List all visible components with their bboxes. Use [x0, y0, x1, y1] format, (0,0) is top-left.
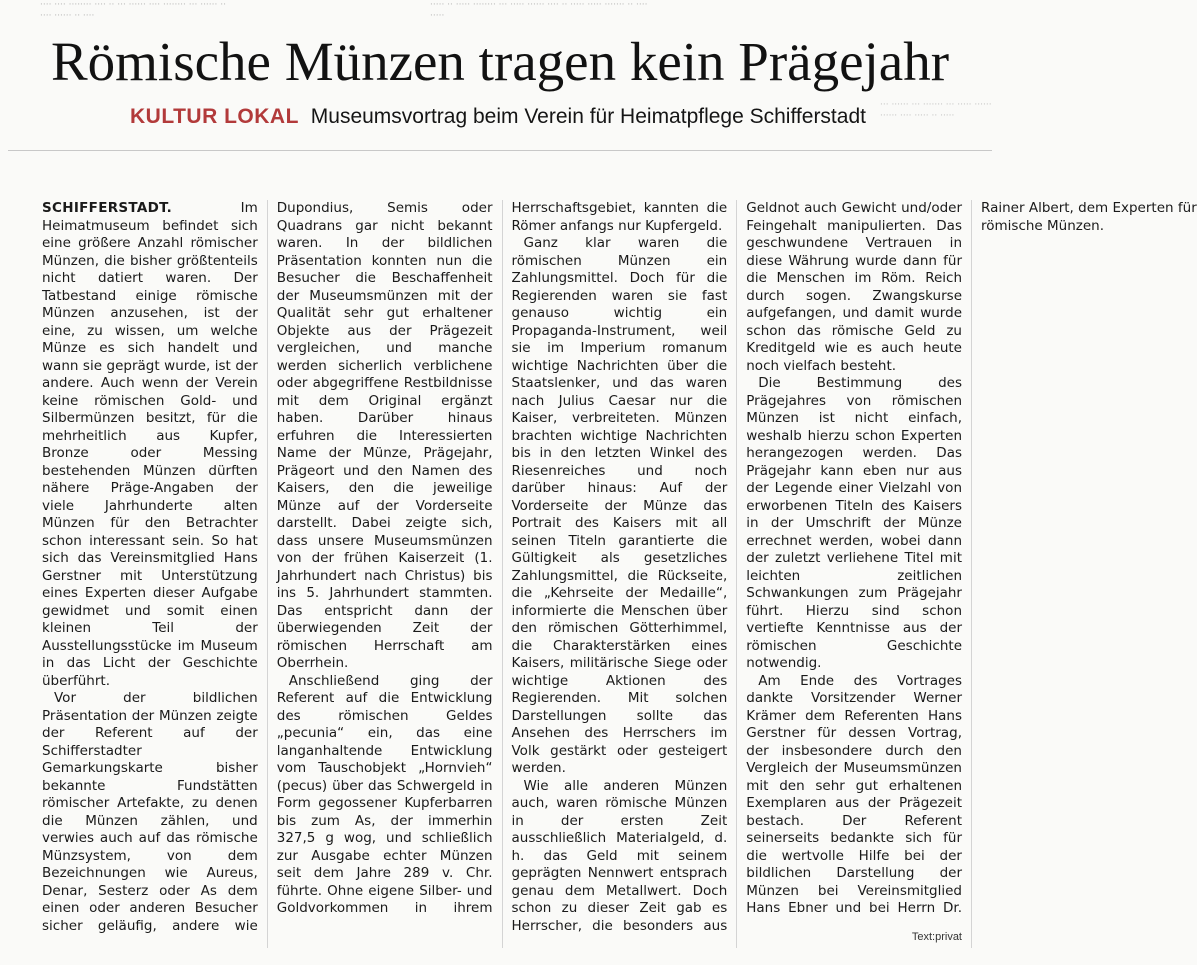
- subheadline-line: [130, 103, 866, 131]
- header-divider: [8, 150, 992, 151]
- section-rubric: KULTUR LOKAL: [130, 105, 299, 128]
- article-paragraph: Vor der bildlichen Präsentation der Münzen zeigte der Referent auf der Schifferstadter Gemarkungskarte bisher bekannte Fundstätten römischer Artefakte, zu denen die Münzen zählen, und verwies auch auf das römische Münzsystem, von dem Bezeichnungen wie Aureus, Denar, Sesterz oder As dem einen oder anderen Besucher sicher geläufig, andere wie Dupondius, Semis oder Quadrans gar nicht bekannt waren. In der bildlichen Präsentation konnten nun die Besucher die Beschaffenheit der Museumsmünzen mit der Qualität sehr gut erhaltener Objekte aus der Prägezeit vergleichen, und manche werden sicherlich verblichene oder abgegriffene Restbildnisse mit dem Original ergänzt haben. Darüber hinaus erfuhren die Interessierten Name der Münze, Prägejahr, Prägeort und den Namen des Kaisers, den die jeweilige Münze auf der Vorderseite darstellt. Dabei zeigte sich, dass unsere Museumsmünzen von der frühen Kaiserzeit (1. Jahrhundert nach Christus) bis ins 5. Jahrhundert stammten. Das entspricht dann der überwiegenden Zeit der römischen Herrschaft am Oberrhein.: [42, 200, 493, 934]
- photo-text-credit: Text:privat: [911, 931, 962, 943]
- subheadline: Museumsvortrag beim Verein für Heimatpflege Schifferstadt: [310, 105, 866, 128]
- article-body: [42, 200, 1197, 948]
- article-paragraph: Am Ende des Vortrages dankte Vorsitzender Werner Krämer dem Referenten Hans Gerstner für dessen Vortrag, der insbesondere durch den Vergleich der Museumsmünzen mit den sehr gut erhaltenen Exemplaren aus der Prägezeit bestach. Der Referent seinerseits bedankte sich für die wertvolle Hilfe bei der bildlichen Darstellung der Münzen bei Vereinsmitglied Hans Ebner und bei Herrn Dr. Rainer Albert, dem Experten für römische Münzen.: [746, 200, 1197, 916]
- bleed-through-text: ··· ······ ··· ······· ··· ····· ······ ······ ···· ····· ·· ·····: [880, 100, 992, 121]
- headline: Römische Münzen tragen kein Prägejahr: [50, 31, 950, 92]
- dateline: SCHIFFERSTADT.: [42, 200, 173, 216]
- article-paragraph: Anschließend ging der Referent auf die Entwicklung des römischen Geldes „pecunia“ ein, das eine langanhaltende Entwicklung vom Tauschobjekt „Hornvieh“ (pecus) über das Schwergeld in Form gegossener Kupferbarren bis zum As, der immerhin 327,5 g wog, und schließlich zur Ausgabe echter Münzen seit dem Jahre 289 v. Chr. führte. Ohne eigene Silber- und Goldvorkommen in ihrem Herrschaftsgebiet, kannten die Römer anfangs nur Kupfergeld.: [276, 200, 728, 916]
- bleed-through-text: ···· ···· ········ ···· ·· ··· ······ ···· ········ ··· ······ ·· ···· ······ ·· ····: [40, 0, 226, 21]
- article-paragraph: Die Bestimmung des Prägejahres von römischen Münzen ist nicht einfach, weshalb hierzu schon Experten herangezogen werden. Das Prägejahr kann eben nur aus der Legende einer Vielzahl von erworbenen Titeln des Kaisers in der Umschrift der Münze errechnet werden, wobei dann der zuletzt verliehene Titel mit leichten zeitlichen Schwankungen zum Prägejahr führt. Hierzu sind schon vertiefte Kenntnisse aus der römischen Geschichte notwendig.: [746, 375, 962, 671]
- article-paragraph: Ganz klar waren die römischen Münzen ein Zahlungsmittel. Doch für die Regierenden waren sie fast genauso wichtig ein Propaganda-Instrument, weil sie im Imperium romanum wichtige Nachrichten über die Staatslenker, und das waren nach Julius Caesar nur die Kaiser, verbreiteten. Münzen brachten wichtige Nachrichten bis in den letzten Winkel des Riesenreiches und noch darüber hinaus: Auf der Vorderseite der Münze das Portrait des Kaisers mit all seinen Titeln garantierte die Gültigkeit als gesetzliches Zahlungsmittel, die Rückseite, die „Kehrseite der Medaille“, informierte die Menschen über den römischen Götterhimmel, die Charakterstärken eines Kaisers, militärische Siege oder wichtige Aktionen des Regierenden. Mit solchen Darstellungen sollte das Ansehen des Herrschers im Volk gestärkt oder gesteigert werden.: [511, 235, 728, 776]
- article-paragraph: Wie alle anderen Münzen auch, waren römische Münzen in der ersten Zeit ausschließlich Materialgeld, d. h. das Geld mit seinem geprägten Nennwert entsprach genau dem Metallwert. Doch schon zu dieser Zeit gab es Herrscher, die besonders aus Geldnot auch Gewicht und/oder Feingehalt manipulierten. Das geschwundene Vertrauen in diese Währung wurde dann für die Menschen im Röm. Reich durch sogen. Zwangskurse aufgefangen, und damit wurde schon das römische Geld zu Kreditgeld wie es auch heute noch vielfach besteht.: [511, 200, 962, 934]
- bleed-through-text: ····· ·· ····· ········ ··· ····· ······ ···· ·· ····· ····· ······· ·· ···· ·····: [430, 0, 648, 21]
- article-paragraph: SCHIFFERSTADT. Im Heimatmuseum befindet sich eine größere Anzahl römischer Münzen, die bisher größtenteils nicht datiert waren. Der Tatbestand einige römische Münzen anzusehen, ist der eine, zu wissen, um welche Münze es sich handelt und wann sie geprägt wurde, ist der andere. Auch wenn der Verein keine römischen Gold- und Silbermünzen besitzt, für die mehrheitlich aus Kupfer, Bronze oder Messing bestehenden Münzen dürften nähere Präge-Angaben der viele Jahrhunderte alten Münzen für den Betrachter schon interessant sein. So hat sich das Vereinsmitglied Hans Gerstner mit Unterstützung eines Experten dieser Aufgabe gewidmet und somit einen kleinen Teil der Ausstellungsstücke im Museum in das Licht der Geschichte überführt.: [42, 200, 258, 689]
